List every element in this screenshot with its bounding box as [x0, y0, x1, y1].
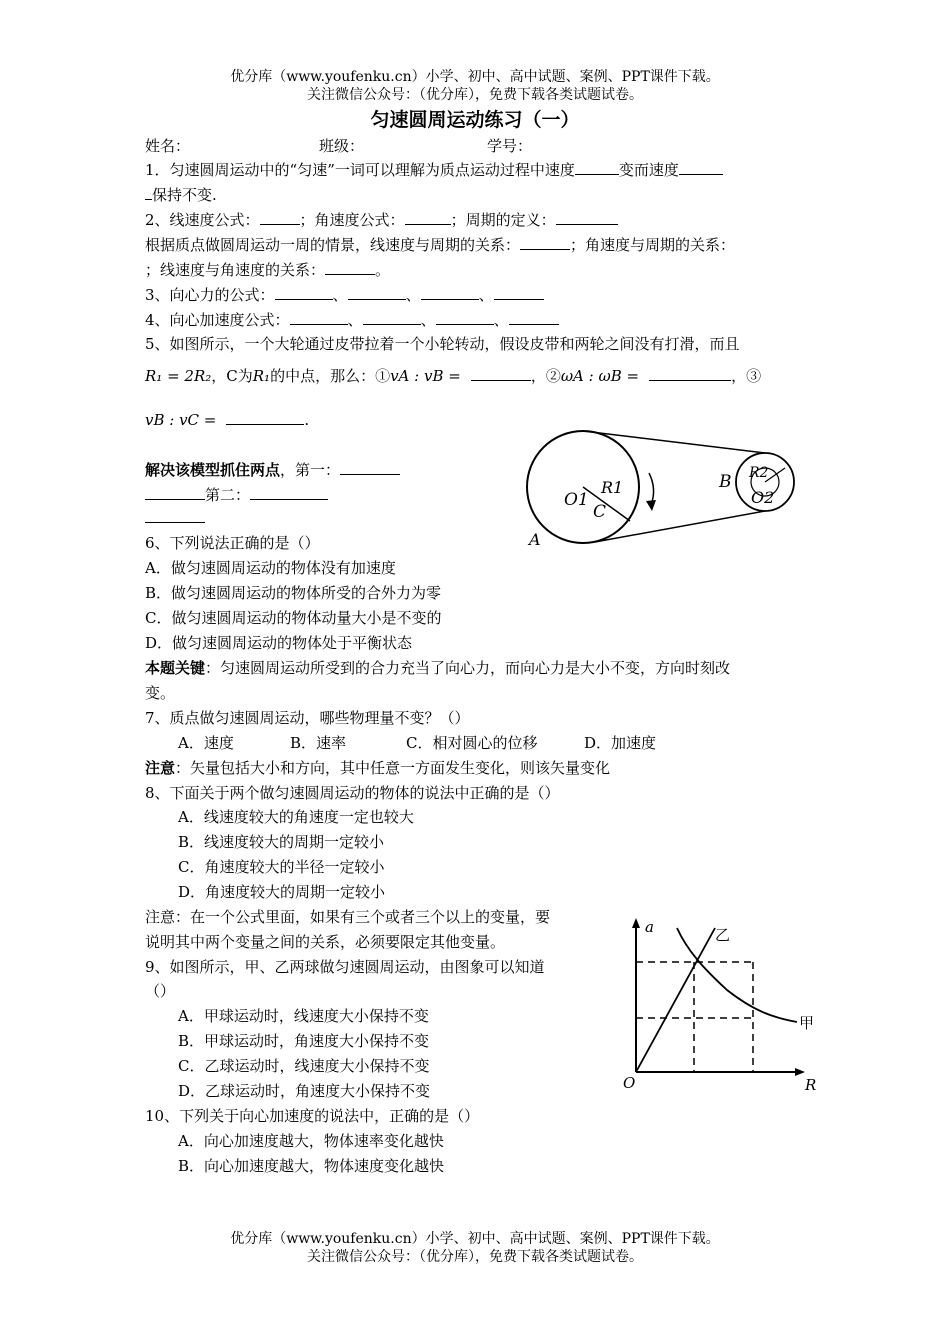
- question-8-note-line-2: 说明其中两个变量之间的关系，必须要限定其他变量。: [145, 933, 506, 951]
- question-9-option-a: A．甲球运动时，线速度大小保持不变: [178, 1007, 429, 1025]
- blank: [260, 210, 300, 225]
- label-yi: 乙: [715, 926, 731, 944]
- question-1-line-2: 保持不变.: [145, 185, 217, 205]
- acceleration-radius-graph: [615, 910, 830, 1095]
- label-c: C: [593, 502, 607, 522]
- question-3: 3、向心力的公式： 、 、 、: [145, 285, 544, 305]
- question-7-options: A．速度 B．速率 C．相对圆心的位移 D．加速度: [178, 734, 657, 752]
- question-9-paren: （）: [145, 982, 176, 1000]
- axis-label-r: R: [805, 1076, 817, 1094]
- question-5-key-line-3: [145, 508, 205, 528]
- blank: [679, 160, 723, 175]
- arrow-head-icon: [646, 500, 656, 511]
- question-6-key-line-2: 变。: [145, 684, 176, 702]
- question-8-option-d: D．角速度较大的周期一定较小: [178, 883, 386, 901]
- question-5-key-line-1: 解决该模型抓住两点，第一：: [145, 460, 400, 480]
- line-yi: [636, 928, 715, 1072]
- name-label: 姓名：: [145, 137, 191, 155]
- blank: [520, 235, 570, 250]
- y-axis-arrow-icon: [632, 918, 640, 928]
- question-2-line-1: 2、线速度公式： ；角速度公式： ；周期的定义：: [145, 210, 618, 230]
- question-8-option-c: C．角速度较大的半径一定较小: [178, 858, 385, 876]
- origin-label: O: [623, 1074, 636, 1092]
- question-8-stem: 8、下面关于两个做匀速圆周运动的物体的说法中正确的是（）: [145, 784, 560, 802]
- blank: [575, 160, 619, 175]
- header-line-1: 优分库（www.youfenku.cn）小学、初中、高中试题、案例、PPT课件下载。: [230, 69, 720, 85]
- belt-bottom: [595, 511, 765, 542]
- question-5-line-1: 5、如图所示，一个大轮通过皮带拉着一个小轮转动，假设皮带和两轮之间没有打滑，而且: [145, 335, 740, 353]
- question-6-option-b: B．做匀速圆周运动的物体所受的合外力为零: [145, 584, 442, 602]
- student-id-label: 学号：: [487, 137, 533, 155]
- question-5-line-3: vB : vC = .: [145, 411, 310, 429]
- formula-r1-eq: R₁ = 2R₂: [145, 367, 212, 385]
- label-jia: 甲: [799, 1014, 815, 1032]
- question-9-stem: 9、如图所示，甲、乙两球做匀速圆周运动，由图象可以知道: [145, 958, 545, 976]
- question-8-option-b: B．线速度较大的周期一定较小: [178, 833, 385, 851]
- formula-wa-wb: ωA : ωB =: [560, 367, 640, 385]
- question-9-option-b: B．甲球运动时，角速度大小保持不变: [178, 1032, 430, 1050]
- formula-vb-vc: vB : vC =: [145, 411, 217, 429]
- question-7-note: 注意：矢量包括大小和方向，其中任意一方面发生变化，则该矢量变化: [145, 759, 611, 777]
- question-8-option-a: A．线速度较大的角速度一定也较大: [178, 808, 414, 826]
- question-4: 4、向心加速度公式： 、 、 、: [145, 310, 559, 330]
- page-title: 匀速圆周运动练习（一）: [370, 109, 580, 131]
- blank: [325, 260, 375, 275]
- question-10-option-b: B．向心加速度越大，物体速度变化越快: [178, 1157, 445, 1175]
- rotation-arrow: [649, 473, 654, 505]
- class-label: 班级：: [319, 137, 365, 155]
- blank: [556, 210, 618, 225]
- question-6-option-a: A．做匀速圆周运动的物体没有加速度: [145, 559, 396, 577]
- label-b: B: [719, 472, 732, 492]
- student-info-row: [145, 136, 533, 156]
- label-o1: O1: [564, 490, 589, 510]
- question-6-option-d: D．做匀速圆周运动的物体处于平衡状态: [145, 634, 413, 652]
- belt-pulley-diagram: [515, 425, 810, 550]
- curve-jia: [677, 928, 797, 1022]
- blank: [405, 210, 451, 225]
- label-a: A: [529, 530, 541, 549]
- question-7-stem: 7、质点做匀速圆周运动，哪些物理量不变？（）: [145, 709, 470, 727]
- label-r2: R2: [749, 465, 769, 481]
- question-6-option-c: C．做匀速圆周运动的物体动量大小是不变的: [145, 609, 442, 627]
- x-axis-arrow-icon: [795, 1068, 805, 1076]
- footer-line-2: 关注微信公众号：（优分库），免费下载各类试题试卷。: [307, 1249, 643, 1265]
- footer-line-1: 优分库（www.youfenku.cn）小学、初中、高中试题、案例、PPT课件下载。: [230, 1231, 720, 1247]
- question-8-note-line-1: 注意：在一个公式里面，如果有三个或者三个以上的变量，要: [145, 908, 551, 926]
- question-6-key-line-1: 本题关键：匀速圆周运动所受到的合力充当了向心力，而向心力是大小不变，方向时刻改: [145, 659, 731, 677]
- question-2-line-2: 根据质点做圆周运动一周的情景，线速度与周期的关系： ；角速度与周期的关系：: [145, 236, 736, 254]
- question-2-line-3: ；线速度与角速度的关系： 。: [145, 261, 391, 279]
- belt-top: [583, 431, 765, 453]
- question-9-option-d: D．乙球运动时，角速度大小保持不变: [178, 1082, 431, 1100]
- question-9-option-c: C．乙球运动时，线速度大小保持不变: [178, 1057, 430, 1075]
- header-line-2: 关注微信公众号：（优分库），免费下载各类试题试卷。: [307, 87, 643, 103]
- question-5-line-2: R₁ = 2R₂，C为R₁的中点，那么：①vA : vB = ，②ωA : ωB = ，③: [145, 367, 762, 385]
- blank: [145, 508, 205, 523]
- question-10-option-a: A．向心加速度越大，物体速率变化越快: [178, 1132, 444, 1150]
- blank: [145, 185, 152, 200]
- axis-label-a: a: [645, 918, 654, 936]
- label-o2: O2: [751, 488, 775, 507]
- question-6-stem: 6、下列说法正确的是（）: [145, 534, 320, 552]
- question-5-key-line-2: 第二：: [145, 485, 328, 505]
- formula-va-vb: vA : vB =: [390, 367, 461, 385]
- question-10-stem: 10、下列关于向心加速度的说法中，正确的是（）: [145, 1107, 480, 1125]
- question-1-line-1: 1．匀速圆周运动中的“匀速”一词可以理解为质点运动过程中速度 变而速度: [145, 160, 723, 180]
- label-r1: R1: [601, 478, 624, 497]
